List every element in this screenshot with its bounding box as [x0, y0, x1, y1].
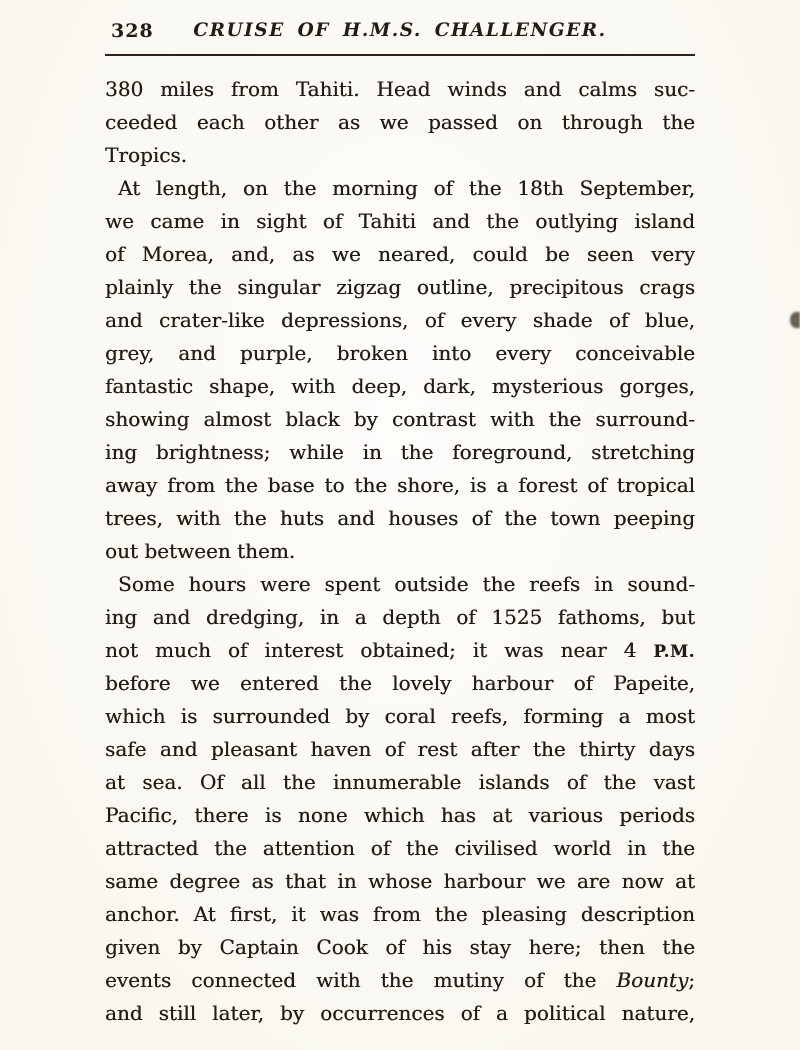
text-line — [105, 733, 695, 766]
text-segment: and still later, by occurrences of a political nature, — [105, 1001, 695, 1025]
text-segment: anchor. At first, it was from the pleasing description — [105, 902, 695, 926]
text-line — [105, 766, 695, 799]
text-segment: At length, on the morning of the 18th September, — [118, 176, 695, 200]
text-segment: which is surrounded by coral reefs, forming a most — [105, 704, 695, 728]
text-segment: Pacific, there is none which has at various periods — [105, 803, 695, 827]
text-line — [105, 568, 695, 601]
text-segment: given by Captain Cook of his stay here; then the — [105, 935, 695, 959]
text-segment: at sea. Of all the innumerable islands of the vast — [105, 770, 695, 794]
text-segment: events connected with the mutiny of the — [105, 968, 617, 992]
paragraph — [105, 73, 695, 172]
text-line — [105, 799, 695, 832]
text-segment: away from the base to the shore, is a forest of tropical — [105, 473, 695, 497]
text-line — [105, 469, 695, 502]
text-line — [105, 139, 695, 172]
text-segment: showing almost black by contrast with the surround- — [105, 407, 695, 431]
scan-ink-smudge — [790, 312, 800, 328]
text-line — [105, 931, 695, 964]
text-segment: not much of interest obtained; it was near 4 — [105, 638, 654, 662]
text-segment: and crater-like depressions, of every shade of blue, — [105, 308, 695, 332]
text-segment: grey, and purple, broken into every conceivable — [105, 341, 695, 365]
text-line — [105, 997, 695, 1030]
text-line — [105, 106, 695, 139]
text-segment: attracted the attention of the civilised world in the — [105, 836, 695, 860]
page-number: 328 — [111, 20, 154, 42]
paragraph — [105, 568, 695, 1030]
text-line — [105, 205, 695, 238]
text-line — [105, 73, 695, 106]
text-segment-smallcaps: P.M. — [653, 642, 695, 661]
text-line — [105, 238, 695, 271]
text-line — [105, 172, 695, 205]
text-segment: plainly the singular zigzag outline, precipitous crags — [105, 275, 695, 299]
text-line — [105, 898, 695, 931]
page-content — [105, 18, 695, 1030]
text-line — [105, 436, 695, 469]
text-line — [105, 634, 695, 667]
text-line — [105, 601, 695, 634]
text-segment-italic: Bounty — [616, 968, 689, 992]
running-title: CRUISE OF H.M.S. CHALLENGER. — [193, 20, 607, 41]
text-segment: fantastic shape, with deep, dark, mysterious gorges, — [105, 374, 695, 398]
text-line — [105, 535, 695, 568]
page-body — [105, 73, 695, 1030]
text-line — [105, 964, 695, 997]
text-line — [105, 667, 695, 700]
paragraph — [105, 172, 695, 568]
header-rule — [105, 54, 695, 56]
text-segment: before we entered the lovely harbour of Papeite, — [105, 671, 695, 695]
text-line — [105, 700, 695, 733]
text-line — [105, 304, 695, 337]
text-segment: safe and pleasant haven of rest after the thirty days — [105, 737, 695, 761]
text-segment: we came in sight of Tahiti and the outlying island — [105, 209, 695, 233]
text-segment: ceeded each other as we passed on through the — [105, 110, 695, 134]
text-segment: ing and dredging, in a depth of 1525 fathoms, but — [105, 605, 695, 629]
text-line — [105, 337, 695, 370]
text-segment: trees, with the huts and houses of the town peeping — [105, 506, 695, 530]
text-segment: ing brightness; while in the foreground, stretching — [105, 440, 695, 464]
page-header — [105, 18, 695, 48]
text-segment: same degree as that in whose harbour we are now at — [105, 869, 695, 893]
text-line — [105, 271, 695, 304]
text-segment: Tropics. — [105, 143, 187, 167]
text-segment: of Morea, and, as we neared, could be seen very — [105, 242, 695, 266]
text-line — [105, 865, 695, 898]
text-segment: 380 miles from Tahiti. Head winds and calms suc- — [105, 77, 695, 101]
text-line — [105, 370, 695, 403]
text-segment: ; — [688, 968, 695, 992]
text-segment: Some hours were spent outside the reefs in sound- — [118, 572, 695, 596]
text-segment: out between them. — [105, 539, 296, 563]
text-line — [105, 832, 695, 865]
text-line — [105, 403, 695, 436]
text-line — [105, 502, 695, 535]
